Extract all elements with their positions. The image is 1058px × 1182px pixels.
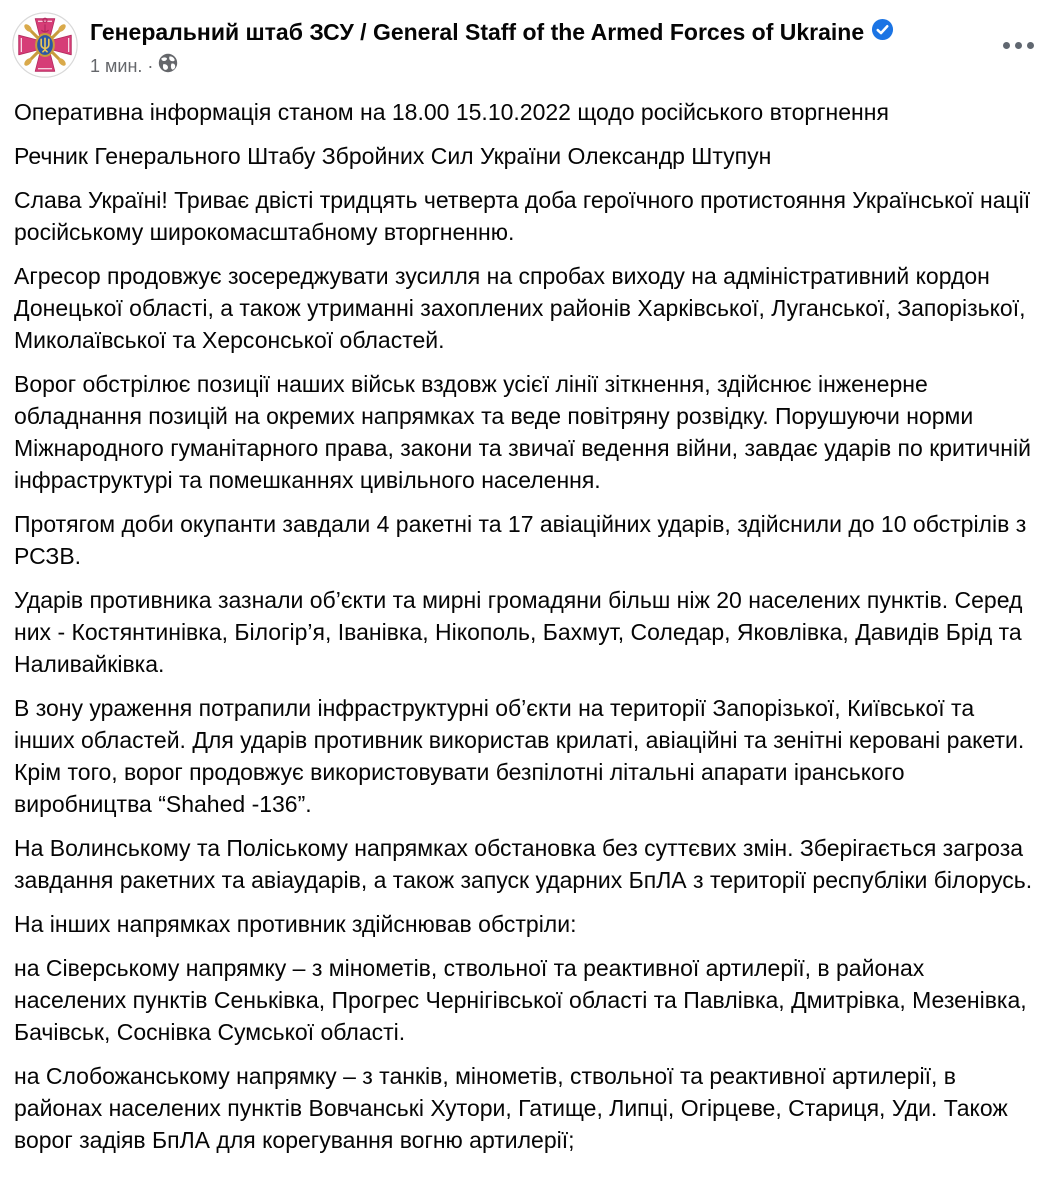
post-paragraph: Ворог обстрілює позиції наших військ вздовж усієї лінії зіткнення, здійснює інженерне обладнання позицій на окремих напрямках та веде повітряну розвідку. Порушуючи норми Міжнародного гуманітарного права, закони та звичаї ведення війни, завдає ударів по критичній інфраструктурі та помешканнях цивільного населення. (14, 371, 1031, 493)
post-paragraph: Слава Україні! Триває двісті тридцять четверта доба героїчного протистояння Української нації російському широкомасштабному вторгненню. (14, 187, 1031, 245)
post-paragraph: Агресор продовжує зосереджувати зусилля на спробах виходу на адміністративний кордон Донецької області, а також утриманні захоплених районів Харківської, Луганської, Запорізької, Миколаївської та Херсонської областей. (14, 263, 1026, 353)
post-options-button[interactable] (999, 32, 1038, 59)
post-meta (90, 52, 999, 79)
post-paragraph: Протягом доби окупанти завдали 4 ракетні та 17 авіаційних ударів, здійснили до 10 обстрілів з РСЗВ. (14, 511, 1027, 569)
post-header (0, 0, 1058, 79)
globe-audience-icon (158, 53, 178, 79)
post-paragraph: В зону ураження потрапили інфраструктурні об’єкти на території Запорізької, Київської та інших областей. Для ударів противник використав крилаті, авіаційні та зенітні керовані ракети. Крім того, ворог продовжує використовувати безпілотні літальні апарати іранського виробництва “Shahed -136”. (14, 695, 1025, 817)
timestamp-link[interactable]: 1 мин. (90, 55, 143, 76)
header-text (90, 12, 999, 79)
post-paragraph: на Сіверському напрямку – з мінометів, ствольної та реактивної артилерії, в районах населених пунктів Сеньківка, Прогрес Чернігівської області та Павлівка, Дмитрівка, Мезенівка, Бачівськ, Соснівка Сумської області. (14, 955, 1027, 1045)
ellipsis-icon (1003, 42, 1034, 49)
page-avatar[interactable] (12, 12, 78, 78)
post-paragraph: На Волинському та Поліському напрямках обстановка без суттєвих змін. Зберігається загроза завдання ракетних та авіаударів, а також запуск ударних БпЛА з території республіки білорусь. (14, 835, 1033, 893)
post-paragraph: Ударів противника зазнали об’єкти та мирні громадяни більш ніж 20 населених пунктів. Серед них - Костянтинівка, Білогір’я, Іванівка, Нікополь, Бахмут, Соледар, Яковлівка, Давидів Брід та Наливайківка. (14, 587, 1023, 677)
post-body (0, 96, 1058, 1162)
meta-separator: · (147, 55, 154, 76)
post-paragraph: на Слобожанському напрямку – з танків, мінометів, ствольної та реактивної артилерії, в районах населених пунктів Вовчанські Хутори, Гатище, Липці, Огірцеве, Стариця, Уди. Також ворог задіяв БпЛА для корегування вогню артилерії; (14, 1063, 1008, 1153)
post-paragraph: Оперативна інформація станом на 18.00 15.10.2022 щодо російського вторгнення (14, 99, 889, 125)
general-staff-emblem-icon (12, 12, 78, 78)
verified-badge-icon (871, 18, 894, 46)
page-name-link[interactable]: Генеральний штаб ЗСУ / General Staff of the Armed Forces of Ukraine (90, 19, 865, 45)
post-paragraph: Речник Генерального Штабу Збройних Сил України Олександр Штупун (14, 143, 772, 169)
post-paragraph: На інших напрямках противник здійснював обстріли: (14, 911, 577, 937)
title-row (90, 17, 999, 47)
